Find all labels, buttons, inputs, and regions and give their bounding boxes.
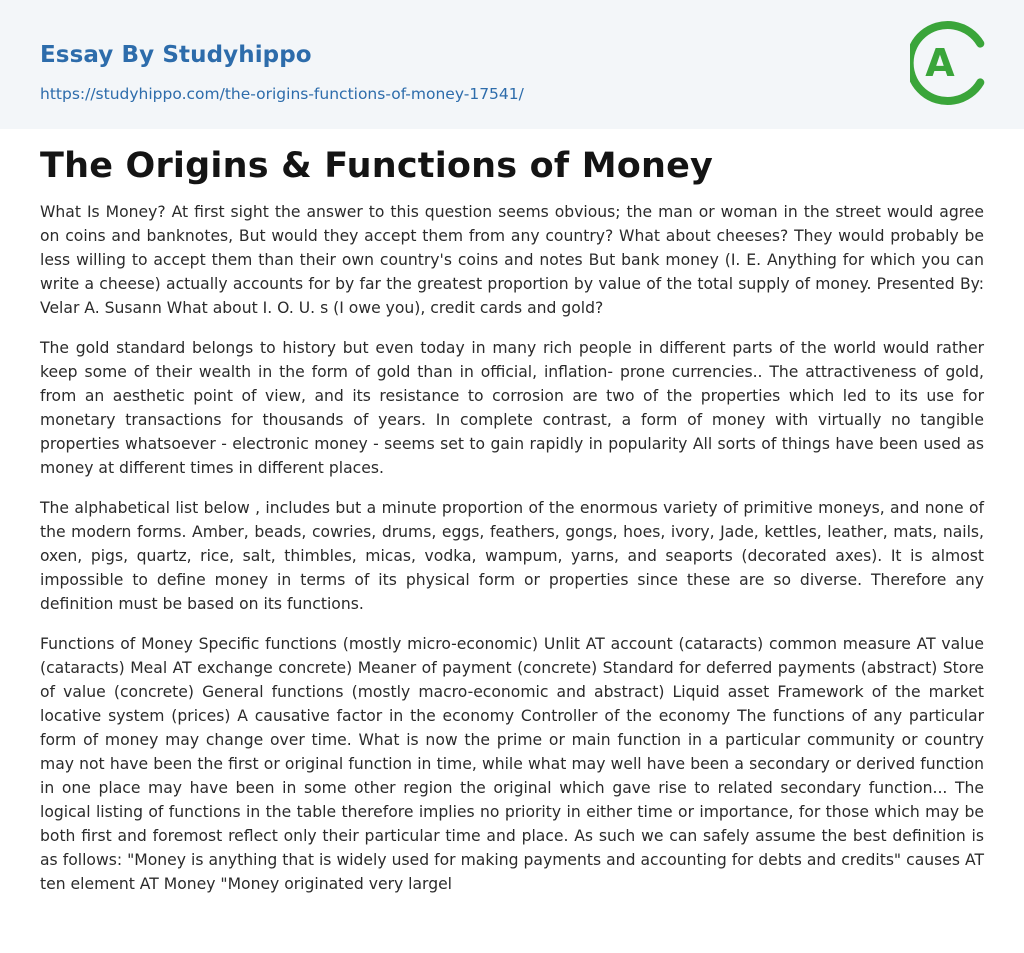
studyhippo-logo-icon[interactable]	[910, 18, 990, 108]
brand-title[interactable]: Essay By Studyhippo	[40, 42, 312, 68]
logo-letter: A	[925, 41, 955, 85]
paragraph: What Is Money? At first sight the answer to this question seems obvious; the man or woman in the street would agree on coins and banknotes, But would they accept them from any country? What about cheeses? They would probably be less willing to accept them than their own country's coins and notes But bank money (I. E. Anything for which you can write a cheese) actually accounts for by far the greatest proportion by value of the total supply of money. Presented By: Velar A. Susann What about I. O. U. s (I owe you), credit cards and gold?	[40, 203, 984, 317]
essay-body	[40, 200, 984, 912]
site-header	[0, 0, 1024, 129]
paragraph: The gold standard belongs to history but even today in many rich people in different parts of the world would rather keep some of their wealth in the form of gold than in official, inflation- prone currencies.. The attractiveness of gold, from an aesthetic point of view, and its resistance to corrosion are two of the properties which led to its use for monetary transactions for thousands of years. In complete contrast, a form of money with virtually no tangible properties whatsoever - electronic money - seems set to gain rapidly in popularity All sorts of things have been used as money at different times in different places.	[40, 339, 984, 477]
essay-title: The Origins & Functions of Money	[40, 146, 714, 186]
paragraph: Functions of Money Specific functions (mostly micro-economic) Unlit AT account (cataracts) common measure AT value (cataracts) Meal AT exchange concrete) Meaner of payment (concrete) Standard for deferred payments (abstract) Store of value (concrete) General functions (mostly macro-economic and abstract) Liquid asset Framework of the market locative system (prices) A causative factor in the economy Controller of the economy The functions of any particular form of money may change over time. What is now the prime or main function in a particular community or country may not have been the first or original function in time, while what may well have been a secondary or derived function in one place may have been in some other region the original which gave rise to related secondary function... The logical listing of functions in the table therefore implies no priority in either time or importance, for those which may be both first and foremost reflect only their particular time and place. As such we can safely assume the best definition is as follows: "Money is anything that is widely used for making payments and accounting for debts and credits" causes AT ten element AT Money "Money originated very largel	[40, 635, 984, 893]
source-url-link[interactable]: https://studyhippo.com/the-origins-functions-of-money-17541/	[40, 85, 524, 103]
paragraph: The alphabetical list below , includes but a minute proportion of the enormous variety of primitive moneys, and none of the modern forms. Amber, beads, cowries, drums, eggs, feathers, gongs, hoes, ivory, Jade, kettles, leather, mats, nails, oxen, pigs, quartz, rice, salt, thimbles, micas, vodka, wampum, yarns, and seaports (decorated axes). It is almost impossible to define money in terms of its physical form or properties since these are so diverse. Therefore any definition must be based on its functions.	[40, 499, 984, 613]
